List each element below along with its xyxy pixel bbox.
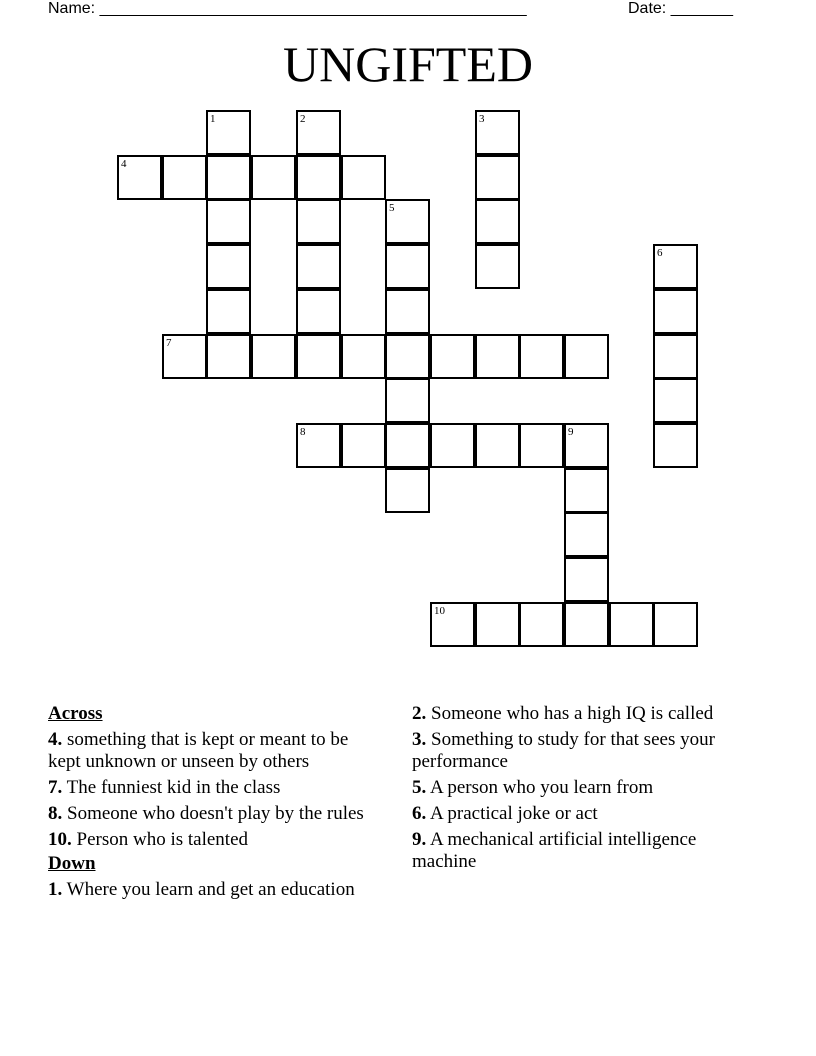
clue-across-7: 7. The funniest kid in the class [48,777,281,798]
grid-cell[interactable] [653,378,698,423]
grid-cell[interactable] [475,244,520,289]
clue-down-1: 1. Where you learn and get an education [48,879,355,900]
clue-number: 9 [568,426,574,438]
grid-cell[interactable] [564,334,609,379]
grid-cell[interactable] [564,512,609,557]
grid-cell[interactable] [653,289,698,334]
grid-cell[interactable] [341,334,386,379]
grid-cell[interactable] [564,602,609,647]
grid-cell[interactable] [385,468,430,513]
grid-cell[interactable] [475,423,520,468]
clue-across-4: 4. something that is kept or meant to be kept unknown or unseen by others [48,729,349,772]
grid-cell[interactable] [564,468,609,513]
grid-cell[interactable] [341,155,386,200]
grid-cell[interactable] [653,334,698,379]
grid-cell[interactable] [251,155,296,200]
grid-cell[interactable] [385,334,430,379]
grid-cell[interactable] [475,155,520,200]
grid-cell[interactable] [653,244,698,289]
grid-cell[interactable] [117,155,162,200]
clue-number: 10 [434,605,445,617]
grid-cell[interactable] [296,110,341,155]
grid-cell[interactable] [519,602,564,647]
name-label: Name: [48,0,96,17]
clue-number: 7 [166,337,172,349]
grid-cell[interactable] [430,602,475,647]
grid-cell[interactable] [296,289,341,334]
date-blank[interactable]: _______ [670,0,733,17]
clue-number: 6 [657,247,663,259]
grid-cell[interactable] [206,289,251,334]
clue-down-3: 3. Something to study for that sees your performance [412,729,715,772]
clue-number: 2 [300,113,306,125]
grid-cell[interactable] [385,289,430,334]
clue-number: 5 [389,202,395,214]
clues-column-right [412,703,752,877]
grid-cell[interactable] [653,423,698,468]
grid-cell[interactable] [385,378,430,423]
grid-cell[interactable] [162,334,207,379]
clue-down-5: 5. A person who you learn from [412,777,654,798]
clue-number: 8 [300,426,306,438]
grid-cell[interactable] [206,155,251,200]
grid-cell[interactable] [475,334,520,379]
date-label: Date: [628,0,667,17]
clue-number: 4 [121,158,127,170]
grid-cell[interactable] [564,423,609,468]
grid-cell[interactable] [296,199,341,244]
grid-cell[interactable] [385,199,430,244]
grid-cell[interactable] [206,199,251,244]
grid-cell[interactable] [475,110,520,155]
grid-cell[interactable] [564,557,609,602]
grid-cell[interactable] [206,334,251,379]
grid-cell[interactable] [206,110,251,155]
clue-across-8: 8. Someone who doesn't play by the rules [48,803,364,824]
clue-down-2: 2. Someone who has a high IQ is called [412,703,714,724]
grid-cell[interactable] [609,602,654,647]
grid-cell[interactable] [385,423,430,468]
grid-cell[interactable] [475,602,520,647]
clues-column-left [48,703,384,905]
grid-cell[interactable] [385,244,430,289]
puzzle-title: UNGIFTED [283,36,533,92]
across-heading: Across [48,703,103,724]
clue-down-6: 6. A practical joke or act [412,803,598,824]
clue-down-9: 9. A mechanical artificial intelligence machine [412,829,697,872]
grid-cell[interactable] [519,423,564,468]
name-blank[interactable]: ________________________________________________ [99,0,527,17]
grid-cell[interactable] [519,334,564,379]
grid-cell[interactable] [296,155,341,200]
grid-cell[interactable] [430,334,475,379]
down-heading: Down [48,853,96,874]
grid-cell[interactable] [251,334,296,379]
clue-number: 1 [210,113,216,125]
grid-cell[interactable] [206,244,251,289]
clue-number: 3 [479,113,485,125]
clue-across-10: 10. Person who is talented [48,829,249,850]
grid-cell[interactable] [653,602,698,647]
grid-cell[interactable] [475,199,520,244]
grid-cell[interactable] [296,423,341,468]
grid-cell[interactable] [162,155,207,200]
grid-cell[interactable] [341,423,386,468]
grid-cell[interactable] [296,334,341,379]
grid-cell[interactable] [430,423,475,468]
grid-cell[interactable] [296,244,341,289]
